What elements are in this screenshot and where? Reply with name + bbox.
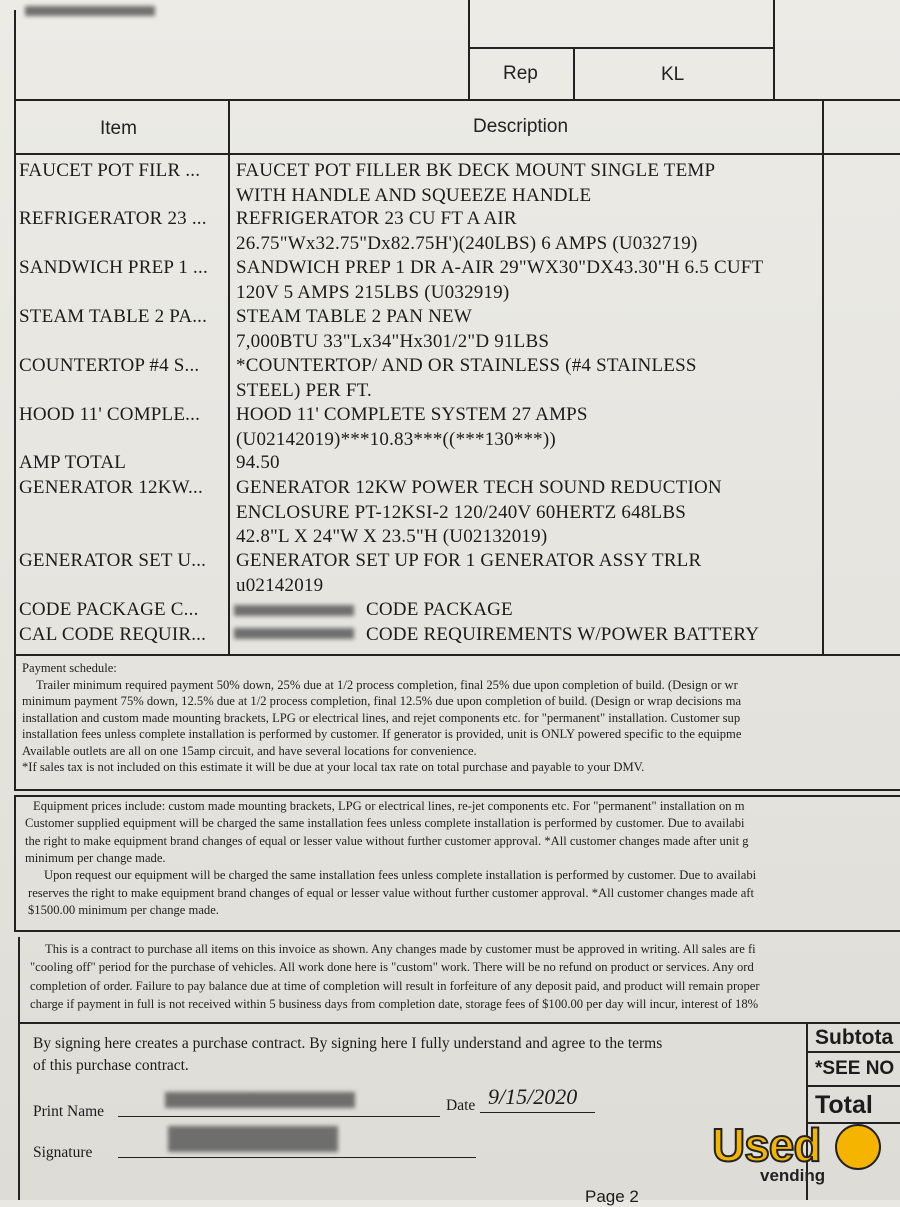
redacted-header [25, 6, 155, 16]
contract-line: completion of order. Failure to pay balance due at time of completion will result in forfeiture of any deposit paid, and product will remain proper [30, 978, 760, 993]
redacted-name [165, 1092, 355, 1108]
rule [14, 655, 16, 790]
item-cell: STEAM TABLE 2 PA... [19, 306, 208, 327]
item-cell: GENERATOR SET U... [19, 550, 207, 571]
payment-schedule-line: Payment schedule: [22, 661, 117, 675]
description-line: SANDWICH PREP 1 DR A-AIR 29"WX30"DX43.30"H 6.5 CUFT [236, 257, 764, 278]
payment-schedule-line: minimum payment 75% down, 12.5% due at 1/2 process completion, final 12.5% due upon completion of build. (Design or wrap decisions ma [22, 694, 742, 708]
payment-schedule-line: installation fees unless complete installation is performed by customer. If generator is provided, unit is ONLY powered specific to the equipme [22, 727, 742, 741]
rule [18, 1022, 900, 1024]
rule [806, 1051, 900, 1053]
signature-label: Signature [33, 1144, 93, 1161]
contract-line: This is a contract to purchase all items on this invoice as shown. Any changes made by customer must be approved in writing. All sales are fi [45, 942, 756, 956]
item-cell: COUNTERTOP #4 S... [19, 355, 200, 376]
redacted-text [234, 628, 354, 639]
description-cell [236, 354, 821, 403]
rule [468, 47, 470, 100]
rule [773, 0, 775, 100]
description-line: FAUCET POT FILLER BK DECK MOUNT SINGLE TEMP [236, 160, 716, 181]
payment-schedule-line: Trailer minimum required payment 50% down, 25% due at 1/2 process completion, final 25% due upon completion of build. (Design or wr [36, 677, 738, 692]
equipment-prices-line: reserves the right to make equipment brand changes of equal or lesser value without further customer approval. *All customer changes made aft [28, 885, 754, 900]
description-line: REFRIGERATOR 23 CU FT A AIR [236, 208, 517, 229]
logo-wordmark: Used [712, 1119, 821, 1171]
item-cell: SANDWICH PREP 1 ... [19, 257, 208, 278]
item-cell: GENERATOR 12KW... [19, 477, 203, 498]
description-cell [236, 451, 821, 476]
rule [14, 153, 900, 155]
rule [14, 789, 900, 791]
equipment-prices-line: $1500.00 minimum per change made. [28, 902, 219, 917]
rule [14, 795, 16, 931]
description-line: 42.8"L X 24"W X 23.5"H (U02132019) [236, 526, 548, 547]
item-cell: CAL CODE REQUIR... [19, 624, 207, 645]
payment-schedule-line: installation and custom made mounting brackets, LPG or electrical lines, and rejet components etc. for "permanent" installation. Customer sup [22, 710, 741, 725]
item-cell: CODE PACKAGE C... [19, 599, 199, 620]
description-line: *COUNTERTOP/ AND OR STAINLESS (#4 STAINLESS [236, 355, 697, 376]
rule [14, 99, 900, 101]
equipment-prices-line: Customer supplied equipment will be charged the same installation fees unless complete installation is performed by customer. Due to availabi [25, 816, 745, 831]
contract-line: "cooling off" period for the purchase of vehicles. All work done here is "custom" work. There will be no refund on product or services. Any ord [30, 960, 754, 975]
date-value[interactable]: 9/15/2020 [488, 1084, 578, 1109]
signature-statement: By signing here creates a purchase contract. By signing here I fully understand and agree to the terms [33, 1035, 663, 1052]
rule [468, 0, 470, 48]
item-cell: REFRIGERATOR 23 ... [19, 208, 207, 229]
description-line: CODE PACKAGE [366, 599, 513, 620]
payment-schedule-line: Available outlets are all on one 15amp circuit, and have several locations for convenience. [22, 743, 477, 758]
equipment-prices-line: minimum per change made. [25, 850, 166, 865]
description-cell [236, 549, 821, 598]
description-line: u02142019 [236, 574, 324, 596]
page-number: Page 2 [585, 1187, 639, 1206]
description-line: GENERATOR SET UP FOR 1 GENERATOR ASSY TRLR [236, 550, 702, 571]
date-line[interactable] [480, 1112, 595, 1113]
redacted-text [234, 605, 354, 616]
contract-line: charge if payment in full is not received within 5 business days from completion date, storage fees of $100.00 per day will incur, interest of 18% [30, 997, 759, 1012]
signature-statement-2: of this purchase contract. [33, 1057, 189, 1074]
column-header-item: Item [100, 118, 137, 139]
rule [822, 101, 824, 655]
subtotal-label: Subtota [815, 1026, 894, 1049]
description-cell [236, 476, 821, 550]
description-cell [236, 159, 821, 208]
item-cell: AMP TOTAL [19, 452, 127, 473]
rep-value: KL [661, 64, 685, 85]
description-cell [236, 256, 821, 305]
print-name-line[interactable] [118, 1116, 440, 1117]
description-line: 7,000BTU 33"Lx34"Hx301/2"D 91LBS [236, 330, 550, 352]
description-line: GENERATOR 12KW POWER TECH SOUND REDUCTION [236, 477, 722, 498]
logo-subtext: vending [760, 1166, 826, 1185]
rule [468, 47, 774, 49]
date-label: Date [446, 1097, 476, 1114]
rule [14, 795, 900, 797]
equipment-prices-line: Upon request our equipment will be charged the same installation fees unless complete installation is performed by customer. Due to availabi [44, 868, 757, 883]
item-cell: FAUCET POT FILR ... [19, 160, 201, 181]
description-line: 26.75"Wx32.75"Dx82.75H')(240LBS) 6 AMPS (U032719) [236, 232, 698, 254]
redacted-signature [168, 1126, 338, 1152]
rule [806, 1085, 900, 1087]
rule [14, 654, 900, 656]
description-cell [236, 403, 821, 452]
payment-schedule-line: *If sales tax is not included on this estimate it will be due at your local tax rate on total purchase and payable to your DMV. [22, 760, 645, 774]
description-cell [236, 207, 821, 256]
see-note-label: *SEE NO [815, 1058, 895, 1079]
description-line: CODE REQUIREMENTS W/POWER BATTERY [366, 624, 760, 645]
rep-label: Rep [503, 63, 538, 84]
description-cell [236, 305, 821, 354]
description-line: STEAM TABLE 2 PAN NEW [236, 306, 472, 327]
item-cell: HOOD 11' COMPLE... [19, 404, 201, 425]
description-line: WITH HANDLE AND SQUEEZE HANDLE [236, 184, 592, 206]
description-line: STEEL) PER FT. [236, 379, 372, 401]
logo-coin-icon [835, 1124, 881, 1170]
description-line: HOOD 11' COMPLETE SYSTEM 27 AMPS [236, 404, 588, 425]
print-name-label: Print Name [33, 1103, 105, 1120]
equipment-prices-line: the right to make equipment brand changes of equal or lesser value without further customer approval. *All customer changes made after unit g [25, 833, 749, 848]
equipment-prices-line: Equipment prices include: custom made mounting brackets, LPG or electrical lines, re-jet components etc. For "permanent" installation on m [33, 799, 745, 813]
rule [18, 937, 20, 1200]
rule [228, 101, 230, 655]
signature-line[interactable] [118, 1157, 476, 1158]
rule [14, 99, 16, 655]
description-line: ENCLOSURE PT-12KSI-2 120/240V 60HERTZ 648LBS [236, 501, 686, 523]
rule [14, 10, 16, 105]
description-line: 94.50 [236, 452, 280, 473]
description-line: 120V 5 AMPS 215LBS (U032919) [236, 281, 510, 303]
total-label: Total [815, 1091, 873, 1119]
column-header-description: Description [473, 116, 569, 137]
description-line: (U02142019)***10.83***((***130***)) [236, 428, 556, 450]
rule [14, 930, 900, 932]
rule [573, 47, 575, 100]
used-vending-logo [712, 1118, 892, 1192]
